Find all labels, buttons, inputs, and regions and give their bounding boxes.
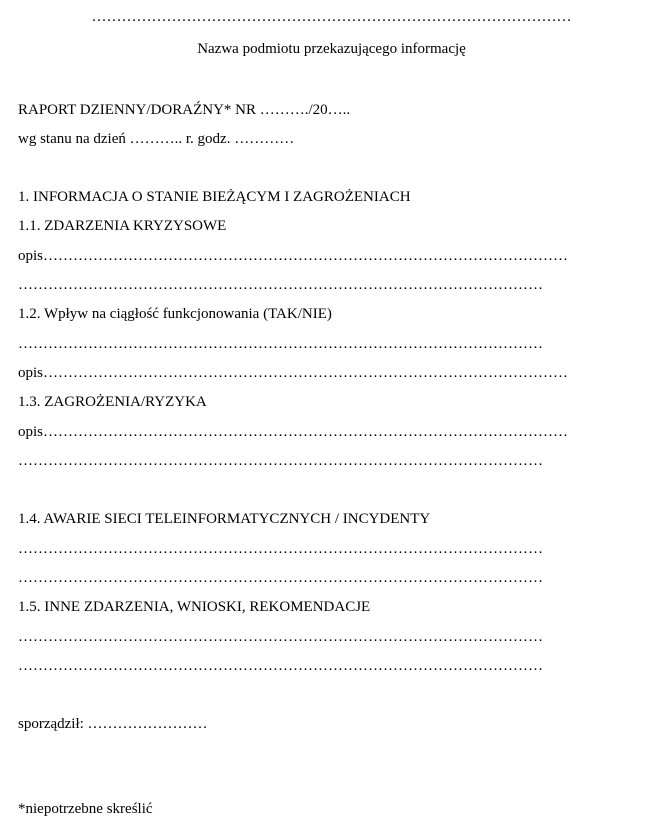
section-1-2-line-1: …………………………………………………………………………………………… <box>18 336 543 352</box>
entity-name-label: Nazwa podmiotu przekazującego informację <box>197 41 466 57</box>
section-1-5-line-1: …………………………………………………………………………………………… <box>18 629 543 645</box>
section-1-5-heading: 1.5. INNE ZDARZENIA, WNIOSKI, REKOMENDACJE <box>18 599 371 615</box>
section-1-4-line-1: …………………………………………………………………………………………… <box>18 541 543 557</box>
report-status-line: wg stanu na dzień ……….. r. godz. ………… <box>18 131 295 147</box>
section-1-heading: 1. INFORMACJA O STANIE BIEŻĄCYM I ZAGROŻENIACH <box>18 189 411 205</box>
entity-name-line: …………………………………………………………………………………… <box>91 9 572 25</box>
section-1-1-line-1: opis…………………………………………………………………………………………… <box>18 248 569 264</box>
section-1-5-line-2: …………………………………………………………………………………………… <box>18 658 543 674</box>
signature-line: sporządził: …………………… <box>18 716 208 732</box>
section-1-3-line-2: …………………………………………………………………………………………… <box>18 453 543 469</box>
section-1-1-line-2: …………………………………………………………………………………………… <box>18 277 543 293</box>
section-1-4-line-2: …………………………………………………………………………………………… <box>18 570 543 586</box>
section-1-3-heading: 1.3. ZAGROŻENIA/RYZYKA <box>18 394 207 410</box>
section-1-4-heading: 1.4. AWARIE SIECI TELEINFORMATYCZNYCH / INCYDENTY <box>18 511 431 527</box>
section-1-3-line-1: opis…………………………………………………………………………………………… <box>18 424 569 440</box>
section-1-2-heading: 1.2. Wpływ na ciągłość funkcjonowania (TAK/NIE) <box>18 306 332 322</box>
section-1-1-heading: 1.1. ZDARZENIA KRYZYSOWE <box>18 218 227 234</box>
footnote: *niepotrzebne skreślić <box>18 801 153 817</box>
report-title: RAPORT DZIENNY/DORAŹNY* NR ………./20….. <box>18 102 351 118</box>
section-1-2-line-2: opis…………………………………………………………………………………………… <box>18 365 569 381</box>
